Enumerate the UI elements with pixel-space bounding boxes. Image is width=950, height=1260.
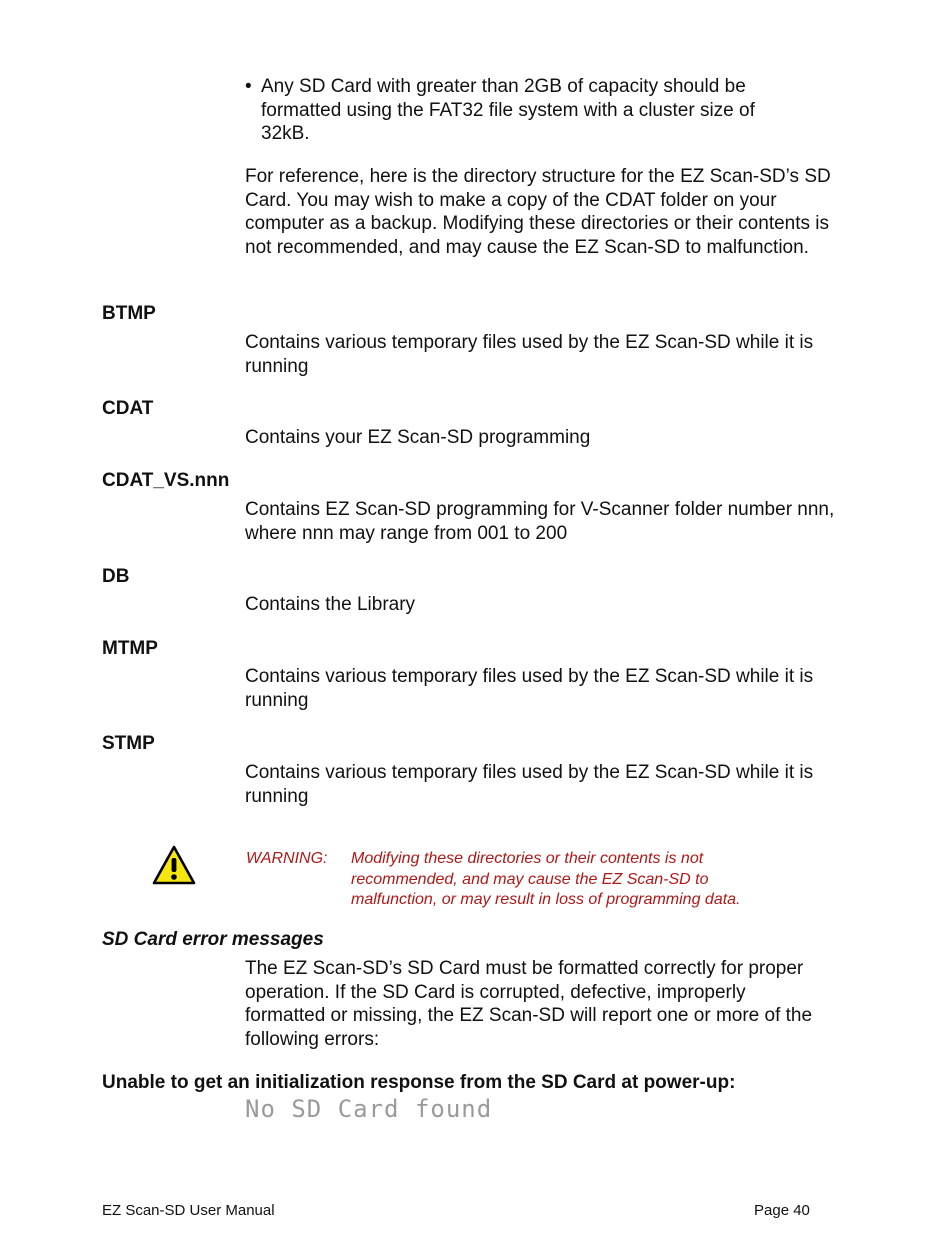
- directory-name: CDAT: [102, 398, 154, 419]
- directory-description: Contains the Library: [245, 594, 416, 615]
- section-title: SD Card error messages: [102, 929, 324, 950]
- warning-label: WARNING:: [246, 850, 328, 867]
- directory-description: Contains various temporary files used by the EZ Scan-SD while it is running: [245, 762, 814, 807]
- bullet-text: Any SD Card with greater than 2GB of capacity should be formatted using the FAT32 file system with a cluster size of 32kB.: [261, 76, 755, 144]
- bullet-symbol: •: [245, 76, 252, 97]
- directory-name: CDAT_VS.nnn: [102, 470, 230, 491]
- directory-description: Contains various temporary files used by the EZ Scan-SD while it is running: [245, 332, 814, 377]
- lcd-error-display: No SD Card found: [245, 1095, 493, 1123]
- directory-description: Contains EZ Scan-SD programming for V-Scanner folder number nnn, where nnn may range from 001 to 200: [245, 499, 835, 544]
- directory-description: Contains your EZ Scan-SD programming: [245, 427, 591, 448]
- footer-page-number: Page 40: [754, 1202, 810, 1219]
- footer-manual-title: EZ Scan-SD User Manual: [102, 1202, 275, 1219]
- error-heading: Unable to get an initialization response from the SD Card at power-up:: [102, 1072, 736, 1093]
- directory-name: DB: [102, 566, 130, 587]
- section-paragraph: The EZ Scan-SD’s SD Card must be formatted correctly for proper operation. If the SD Card is corrupted, defective, improperly formatted or missing, the EZ Scan-SD will report one or more of the following errors:: [245, 958, 813, 1050]
- warning-triangle-icon: [152, 845, 196, 885]
- directory-name: BTMP: [102, 303, 156, 324]
- directory-description: Contains various temporary files used by the EZ Scan-SD while it is running: [245, 666, 814, 711]
- directory-name: STMP: [102, 733, 155, 754]
- warning-text: Modifying these directories or their contents is not recommended, and may cause the EZ Scan-SD to malfunction, or may result in loss of programming data.: [351, 850, 741, 908]
- intro-paragraph: For reference, here is the directory structure for the EZ Scan-SD’s SD Card. You may wish to make a copy of the CDAT folder on your computer as a backup. Modifying these directories or their contents is not recommended, and may cause the EZ Scan-SD to malfunction.: [245, 166, 831, 258]
- directory-name: MTMP: [102, 638, 158, 659]
